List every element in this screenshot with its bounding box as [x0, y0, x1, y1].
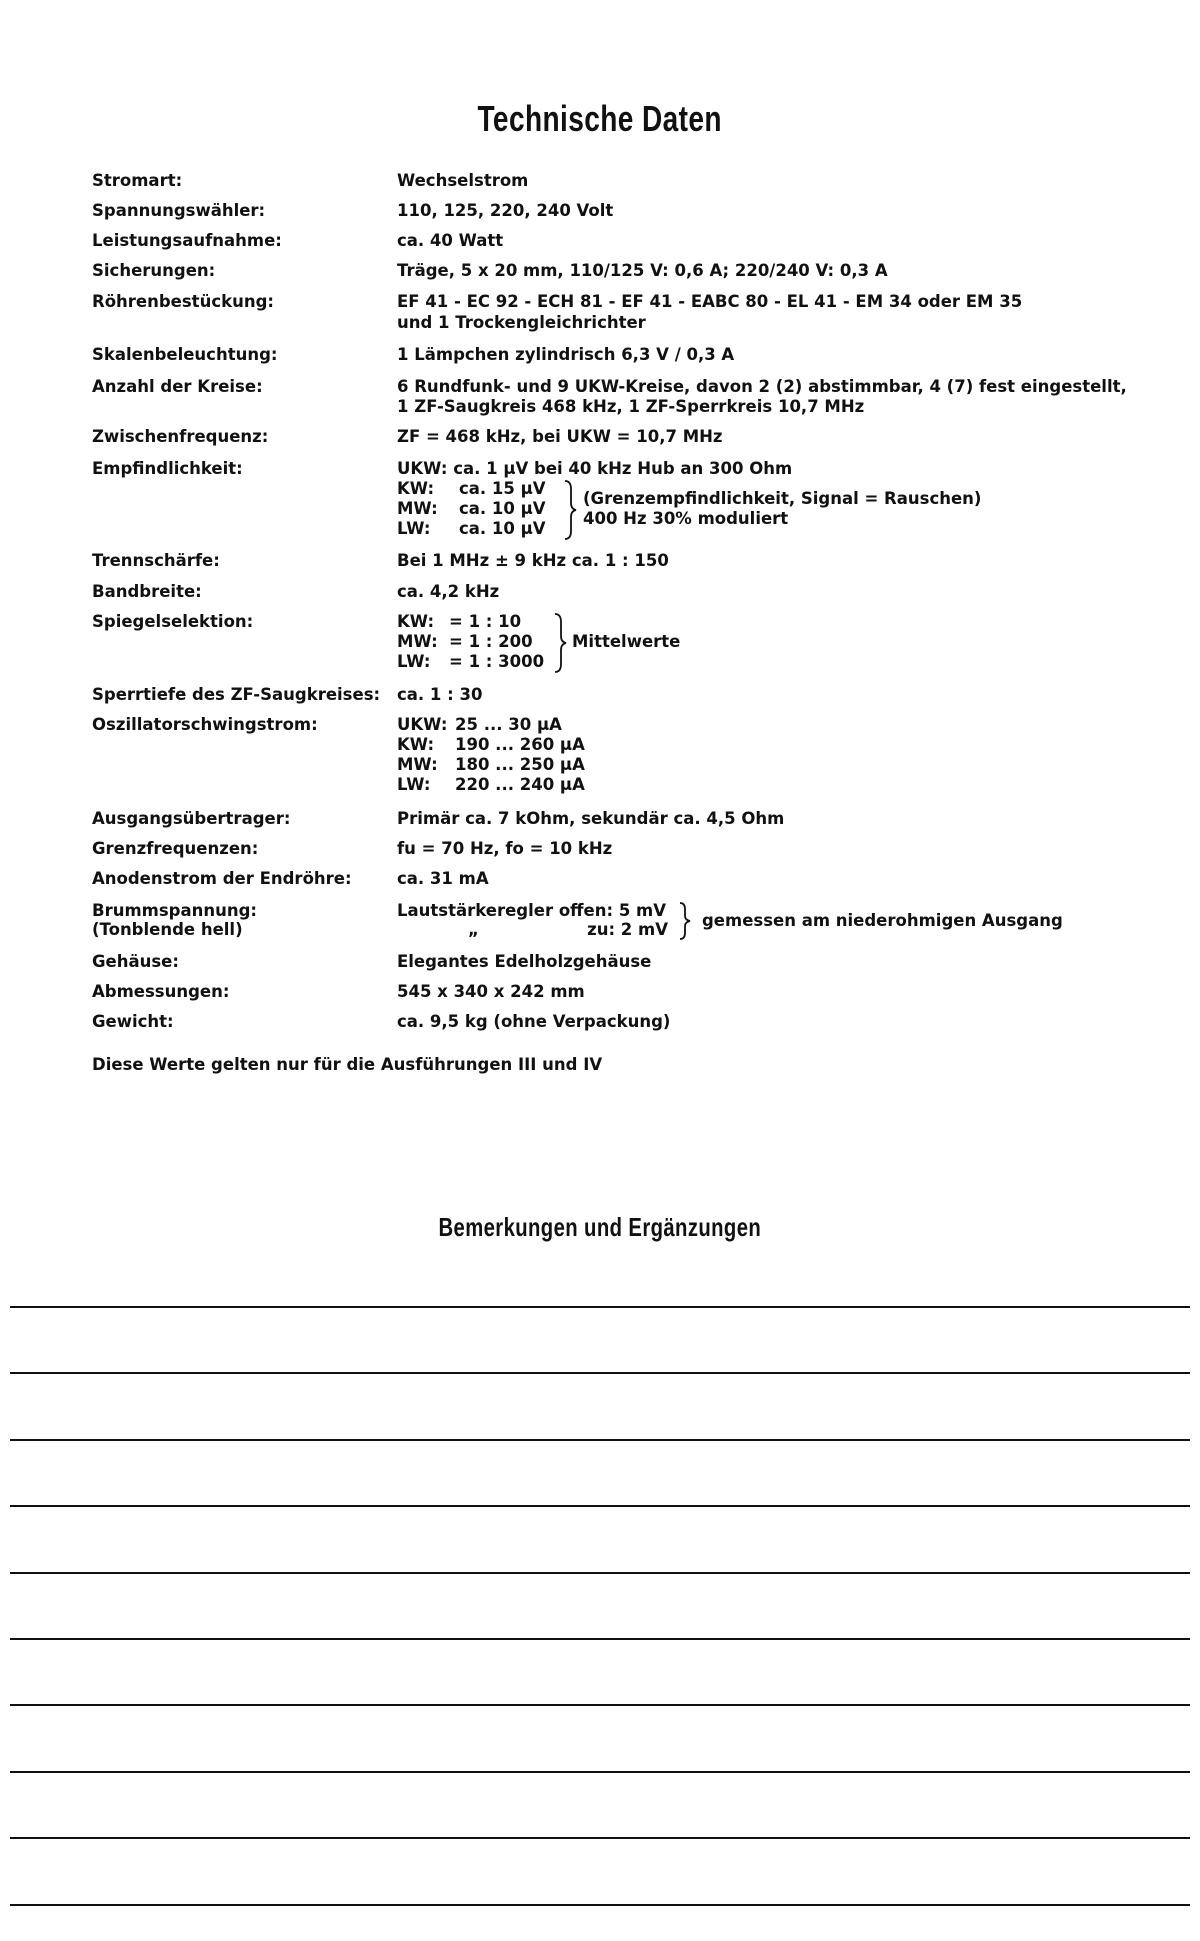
sensitivity-note: (Grenzempfindlichkeit, Signal = Rauschen) — [583, 489, 982, 508]
brumm-line1: Lautstärkeregler offen: 5 mV — [397, 901, 667, 920]
band-row — [397, 735, 585, 755]
average-note: Mittelwerte — [572, 632, 681, 651]
spec-value: ca. 1 : 30 — [397, 685, 483, 704]
spec-label: Abmessungen: — [92, 982, 230, 1001]
notes-line — [10, 1837, 1190, 1839]
band-name: MW: — [397, 499, 438, 518]
spec-label: Trennschärfe: — [92, 551, 220, 570]
notes-section-title-text: Bemerkungen und Ergänzungen — [438, 1212, 762, 1242]
band-name: MW: — [397, 755, 438, 774]
page-title-text: Technische Daten — [477, 98, 723, 139]
notes-line — [10, 1771, 1190, 1773]
band-row — [397, 632, 533, 652]
band-value: 220 ... 240 µA — [455, 775, 585, 794]
band-row — [397, 755, 585, 775]
spec-value: Bei 1 MHz ± 9 kHz ca. 1 : 150 — [397, 551, 669, 570]
band-value: = 1 : 3000 — [449, 652, 545, 671]
spec-value: Träge, 5 x 20 mm, 110/125 V: 0,6 A; 220/240 V: 0,3 A — [397, 261, 888, 280]
spec-label: Anzahl der Kreise: — [92, 377, 263, 396]
ditto-mark: „ — [468, 920, 479, 939]
band-row — [397, 519, 546, 539]
spec-value-line2: 1 ZF-Saugkreis 468 kHz, 1 ZF-Sperrkreis 10,7 MHz — [397, 397, 865, 416]
band-value: = 1 : 10 — [449, 612, 522, 631]
spec-value: EF 41 - EC 92 - ECH 81 - EF 41 - EABC 80 - EL 41 - EM 34 oder EM 35 — [397, 292, 1023, 311]
band-name: UKW: — [397, 715, 448, 734]
band-row — [397, 652, 544, 672]
notes-line — [10, 1306, 1190, 1308]
band-value: ca. 10 µV — [459, 519, 546, 538]
spec-label: Grenzfrequenzen: — [92, 839, 259, 858]
modulation-note: 400 Hz 30% moduliert — [583, 509, 789, 528]
spec-value: 110, 125, 220, 240 Volt — [397, 201, 614, 220]
notes-line — [10, 1439, 1190, 1441]
band-name: KW: — [397, 612, 435, 631]
spec-label: Ausgangsübertrager: — [92, 809, 291, 828]
band-row — [397, 479, 546, 499]
spec-value: ca. 4,2 kHz — [397, 582, 500, 601]
spec-value-line2: und 1 Trockengleichrichter — [397, 313, 646, 332]
spec-label: Zwischenfrequenz: — [92, 427, 269, 446]
spec-value: 6 Rundfunk- und 9 UKW-Kreise, davon 2 (2) abstimmbar, 4 (7) fest eingestellt, — [397, 377, 1127, 396]
brumm-line2: zu: 2 mV — [587, 920, 668, 939]
band-value: ca. 15 µV — [459, 479, 546, 498]
spec-label: Röhrenbestückung: — [92, 292, 274, 311]
spec-value: 545 x 340 x 242 mm — [397, 982, 585, 1001]
spec-label: Spiegelselektion: — [92, 612, 254, 631]
notes-line — [10, 1904, 1190, 1906]
spec-label: Skalenbeleuchtung: — [92, 345, 278, 364]
spec-value: Wechselstrom — [397, 171, 529, 190]
spec-label: Gehäuse: — [92, 952, 179, 971]
spec-label: Empfindlichkeit: — [92, 459, 243, 478]
band-value: 25 ... 30 µA — [455, 715, 562, 734]
spec-value: ca. 40 Watt — [397, 231, 504, 250]
right-brace-icon — [563, 479, 577, 541]
right-brace-icon — [678, 901, 692, 941]
spec-value: fu = 70 Hz, fo = 10 kHz — [397, 839, 613, 858]
notes-line — [10, 1505, 1190, 1507]
spec-label: Brummspannung: — [92, 901, 258, 920]
page-title — [0, 98, 1200, 140]
spec-label: Sicherungen: — [92, 261, 216, 280]
spec-label-line2: (Tonblende hell) — [92, 920, 243, 939]
notes-line — [10, 1572, 1190, 1574]
spec-label: Bandbreite: — [92, 582, 202, 601]
band-row — [397, 499, 546, 519]
band-row — [397, 612, 521, 632]
band-value: ca. 10 µV — [459, 499, 546, 518]
measurement-note: gemessen am niederohmigen Ausgang — [702, 911, 1063, 930]
spec-label: Sperrtiefe des ZF-Saugkreises: — [92, 685, 381, 704]
band-name: LW: — [397, 519, 431, 538]
spec-value: Primär ca. 7 kOhm, sekundär ca. 4,5 Ohm — [397, 809, 785, 828]
band-value: 180 ... 250 µA — [455, 755, 585, 774]
band-row — [397, 775, 585, 795]
spec-value: ca. 9,5 kg (ohne Verpackung) — [397, 1012, 671, 1031]
spec-label: Anodenstrom der Endröhre: — [92, 869, 352, 888]
right-brace-icon — [553, 612, 567, 674]
spec-label: Oszillatorschwingstrom: — [92, 715, 318, 734]
spec-label: Gewicht: — [92, 1012, 174, 1031]
notes-line — [10, 1638, 1190, 1640]
band-name: LW: — [397, 775, 431, 794]
band-name: KW: — [397, 735, 435, 754]
band-name: LW: — [397, 652, 431, 671]
band-value: = 1 : 200 — [449, 632, 533, 651]
band-name: KW: — [397, 479, 435, 498]
validity-footnote: Diese Werte gelten nur für die Ausführungen III und IV — [92, 1055, 603, 1074]
spec-value: 1 Lämpchen zylindrisch 6,3 V / 0,3 A — [397, 345, 735, 364]
spec-value: ZF = 468 kHz, bei UKW = 10,7 MHz — [397, 427, 723, 446]
spec-value: ca. 31 mA — [397, 869, 489, 888]
band-row — [397, 715, 562, 735]
spec-value-ukw: UKW: ca. 1 µV bei 40 kHz Hub an 300 Ohm — [397, 459, 793, 478]
band-value: 190 ... 260 µA — [455, 735, 585, 754]
notes-line — [10, 1372, 1190, 1374]
spec-label: Leistungsaufnahme: — [92, 231, 282, 250]
notes-section-title — [0, 1212, 1200, 1243]
notes-line — [10, 1704, 1190, 1706]
spec-value: Elegantes Edelholzgehäuse — [397, 952, 652, 971]
band-name: MW: — [397, 632, 438, 651]
spec-label: Stromart: — [92, 171, 183, 190]
spec-label: Spannungswähler: — [92, 201, 266, 220]
